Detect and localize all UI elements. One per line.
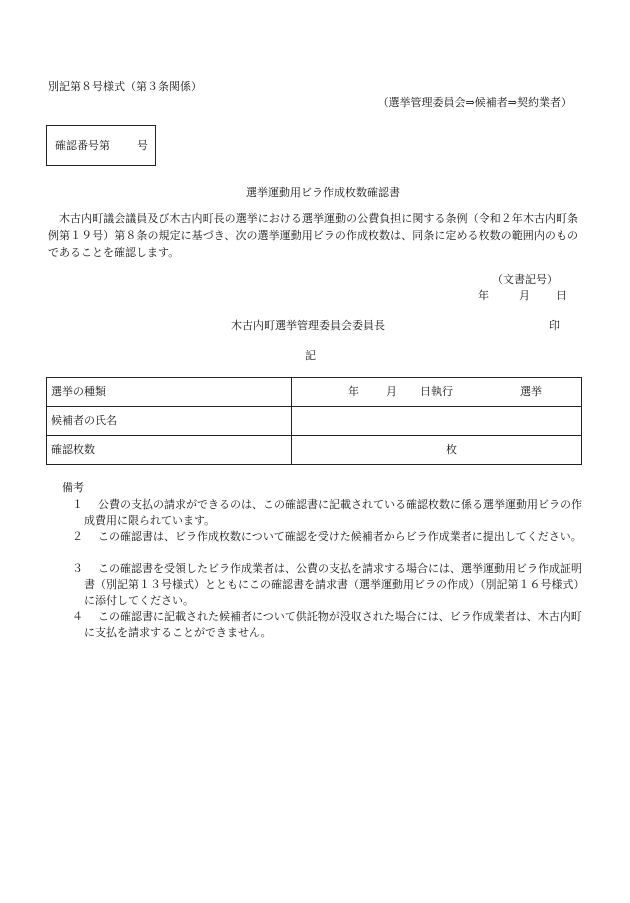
seal-mark: 印 bbox=[549, 319, 560, 332]
confirmation-number-label: 確認番号第 bbox=[55, 139, 110, 152]
note-number: ４ bbox=[72, 610, 83, 623]
count-unit: 枚 bbox=[446, 443, 457, 456]
election-type-value[interactable] bbox=[292, 378, 582, 407]
candidate-name-label: 候補者の氏名 bbox=[47, 407, 292, 436]
body-paragraph: 木古内町議会議員及び木古内町長の選挙における選挙運動の公費負担に関する条例（令和２年木古内町条例第１９号）第８条の規定に基づき、次の選挙運動用ビラの作成枚数は、同条に定める枚数の範囲内のものであることを確認します。 bbox=[48, 212, 578, 259]
note-text: この確認書に記載された候補者について供託物が没収された場合には、ビラ作成業者は、木古内町に支払を請求することができません。 bbox=[84, 610, 582, 639]
candidate-name-value[interactable] bbox=[292, 407, 582, 436]
confirmation-number-box bbox=[46, 125, 156, 166]
note-item bbox=[72, 609, 592, 641]
note-number: ２ bbox=[72, 530, 83, 543]
election-type-label: 選挙の種類 bbox=[47, 378, 292, 407]
form-identifier: 別記第８号様式（第３条関係） bbox=[48, 80, 202, 93]
note-number: １ bbox=[72, 498, 83, 511]
confirmation-number-suffix: 号 bbox=[137, 139, 148, 152]
election-month: 月 bbox=[386, 385, 397, 398]
election-suffix: 選挙 bbox=[520, 385, 542, 398]
election-year: 年 bbox=[348, 385, 359, 398]
routing-note: （選挙管理委員会⇒候補者⇒契約業者） bbox=[377, 96, 572, 109]
date-year: 年 bbox=[478, 289, 489, 302]
note-item bbox=[72, 529, 592, 545]
note-item bbox=[72, 497, 592, 529]
note-text: 公費の支払の請求ができるのは、この確認書に記載されている確認枚数に係る選挙運動用ビラの作成費用に限られています。 bbox=[84, 498, 582, 527]
issuer-title: 木古内町選挙管理委員会委員長 bbox=[231, 319, 385, 332]
confirmed-count-value[interactable] bbox=[292, 436, 582, 465]
notes-heading: 備考 bbox=[62, 481, 84, 494]
document-code: （文書記号） bbox=[492, 273, 558, 286]
date-line bbox=[478, 288, 567, 304]
ki-heading: 記 bbox=[305, 349, 316, 362]
note-number: ３ bbox=[72, 562, 83, 575]
table-row bbox=[47, 407, 582, 436]
confirmed-count-label: 確認枚数 bbox=[47, 436, 292, 465]
date-month: 月 bbox=[519, 289, 530, 302]
date-day: 日 bbox=[556, 289, 567, 302]
table-row bbox=[47, 436, 582, 465]
confirmation-table bbox=[46, 377, 582, 465]
note-text: この確認書は、ビラ作成枚数について確認を受けた候補者からビラ作成業者に提出してください。 bbox=[98, 530, 582, 543]
note-text: この確認書を受領したビラ作成業者は、公費の支払を請求する場合には、選挙運動用ビラ作成証明書（別記第１３号様式）とともにこの確認書を請求書（選挙運動用ビラの作成）（別記第１６号様式）に添付してください。 bbox=[84, 562, 585, 607]
table-row bbox=[47, 378, 582, 407]
election-day-exec: 日執行 bbox=[420, 385, 453, 398]
note-item bbox=[72, 561, 592, 609]
document-title: 選挙運動用ビラ作成枚数確認書 bbox=[246, 186, 400, 199]
